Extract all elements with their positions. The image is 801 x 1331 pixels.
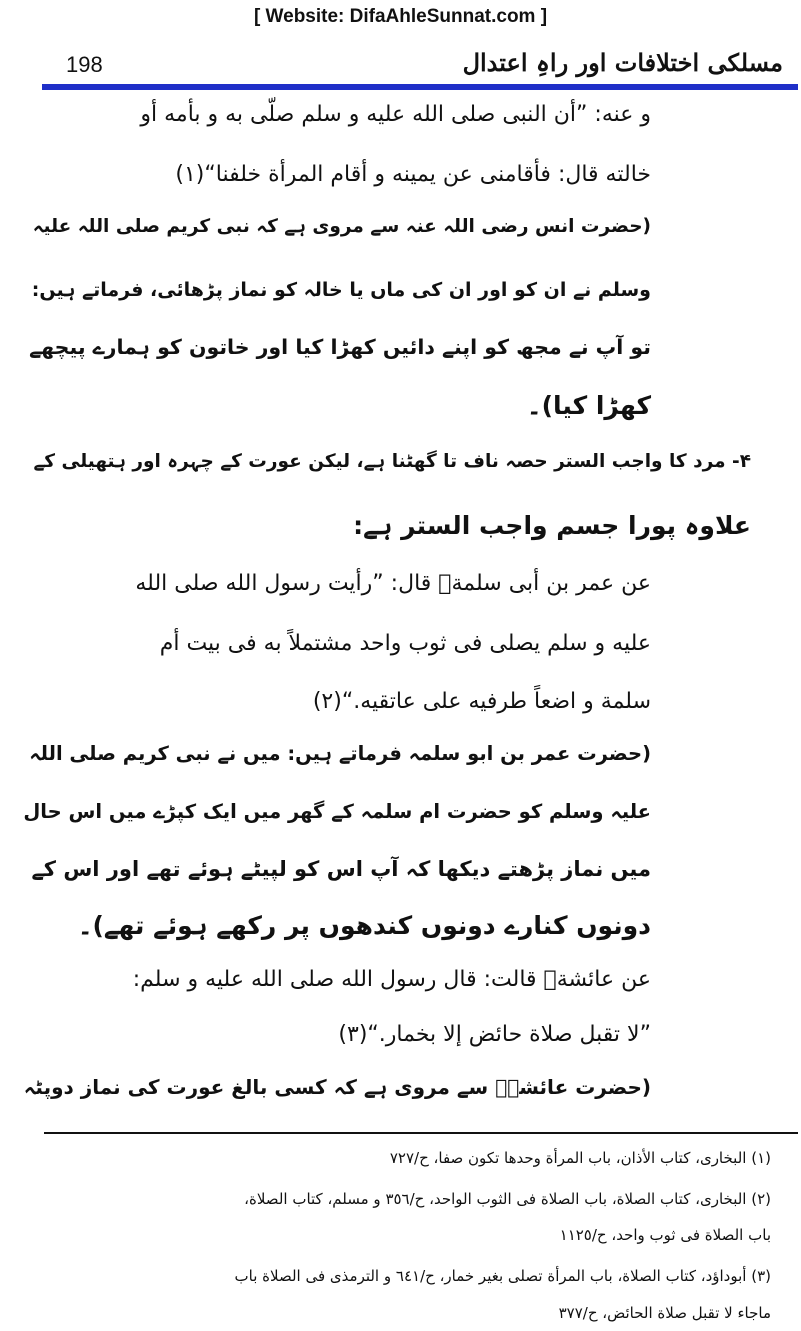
urdu-text-line: علیہ وسلم کو حضرت ام سلمہ کے گھر میں ایک کپڑے میں اس حال [23,800,651,823]
footnote-line: (٢) البخارى، كتاب الصلاة، باب الصلاة فى الثوب الواحد، ح/٣٥٦ و مسلم، كتاب الصلاة، [244,1190,771,1208]
urdu-text-line: (حضرت انس رضی اللہ عنہ سے مروی ہے کہ نبی کریم صلی اللہ علیہ [32,216,651,237]
numbered-point-line: ۴- مرد کا واجب الستر حصہ ناف تا گھٹنا ہے، لیکن عورت کے چہرہ اور ہتھیلی کے [33,451,751,472]
footnote-rule [44,1132,798,1134]
urdu-text-line: کھڑا کیا)۔ [526,391,651,420]
footnote-line: ماجاء لا تقبل صلاة الحائض، ح/٣٧٧ [558,1304,771,1322]
urdu-text-line: علاوہ پورا جسم واجب الستر ہے: [353,511,751,540]
footnote-line: (١) البخارى، كتاب الأذان، باب المرأة وحدها تكون صفا، ح/٧٢٧ [389,1149,771,1167]
website-banner: [ Website: DifaAhleSunnat.com ] [253,6,548,27]
book-title: مسلکی اختلافات اور راہِ اعتدال [462,48,783,77]
arabic-text-line: عن عمر بن أبى سلمةؓ قال: ”رأيت رسول الله صلى الله [135,571,651,596]
footnote-line: باب الصلاة فى ثوب واحد، ح/١١٢٥ [559,1226,771,1244]
urdu-text-line: دونوں کنارے دونوں کندھوں پر رکھے ہوئے تھے)۔ [77,911,651,940]
arabic-text-line: عليه و سلم يصلى فى ثوب واحد مشتملاً به فى بيت أم [159,631,651,656]
arabic-text-line: خالته قال: فأقامنى عن يمينه و أقام المرأة خلفنا“(١) [175,162,651,187]
arabic-text-line: و عنه: ”أن النبى صلى الله عليه و سلم صلّى به و بأمه أو [140,102,651,127]
urdu-text-line: وسلم نے ان کو اور ان کی ماں یا خالہ کو نماز پڑھائی، فرماتے ہیں: [31,279,651,301]
urdu-text-line: میں نماز پڑھتے دیکھا کہ آپ اس کو لپیٹے ہوئے تھے اور اس کے [31,857,651,881]
footnote-line: (٣) أبوداؤد، كتاب الصلاة، باب المرأة تصلى بغير خمار، ح/٦٤١ و الترمذى فى الصلاة باب [234,1267,771,1285]
header-rule [42,84,798,90]
page-number: 198 [66,52,103,77]
urdu-text-line: (حضرت عمر بن ابو سلمہ فرماتے ہیں: میں نے نبی کریم صلی اللہ [29,742,651,765]
urdu-text-line: (حضرت عائشہؓ سے مروی ہے کہ کسی بالغ عورت کی نماز دوپٹہ [23,1075,651,1099]
arabic-text-line: ”لا تقبل صلاة حائض إلا بخمار.“(٣) [338,1022,651,1047]
urdu-text-line: تو آپ نے مجھ کو اپنے دائیں کھڑا کیا اور خاتون کو ہمارے پیچھے [29,335,651,359]
arabic-text-line: سلمة و اضعاً طرفيه على عاتقيه.“(٢) [312,689,651,714]
arabic-text-line: عن عائشةؓ قالت: قال رسول الله صلى الله عليه و سلم: [132,967,651,992]
